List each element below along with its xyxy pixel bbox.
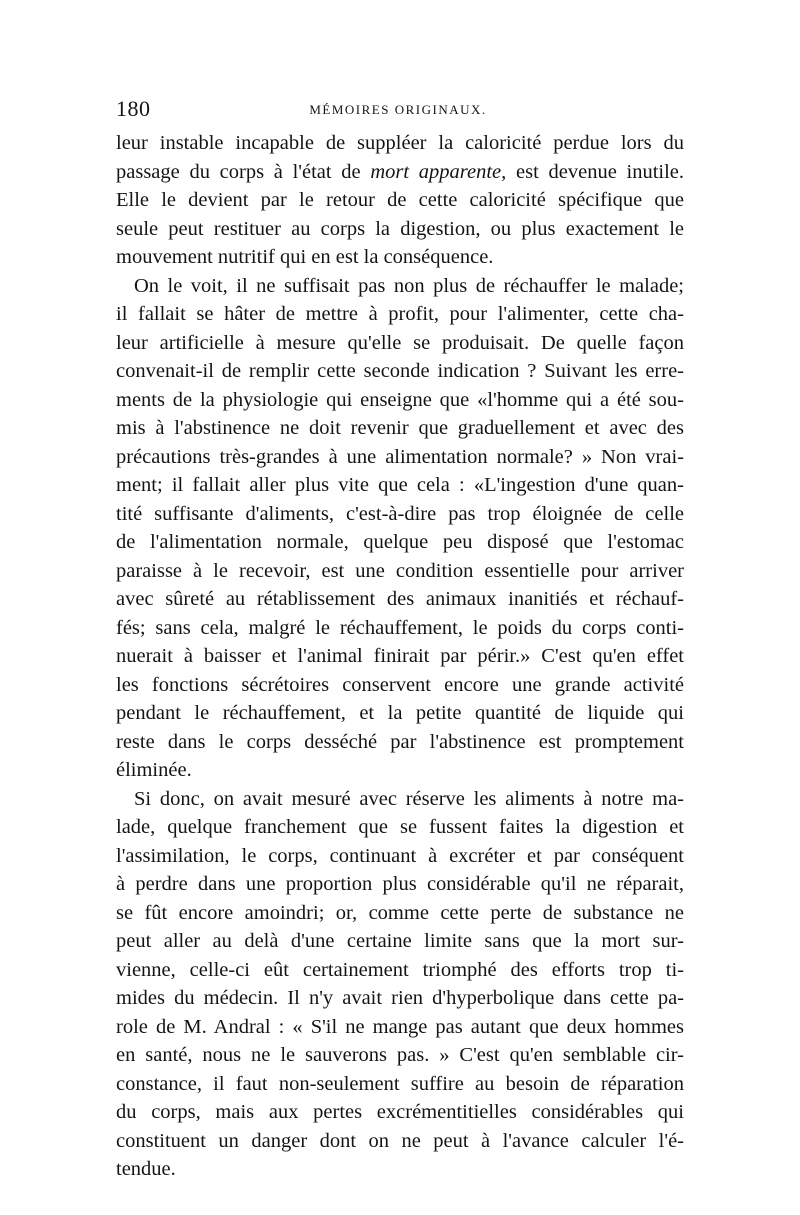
text-line <box>116 158 684 187</box>
text-line: Elle le devient par le retour de cette caloricité spécifique que <box>116 189 684 211</box>
running-title: MÉMOIRES ORIGINAUX. <box>309 102 487 117</box>
text-line: ments de la physiologie qui enseigne que «l'homme qui a été sou- <box>116 388 684 411</box>
text-line: leur instable incapable de suppléer la caloricité perdue lors du <box>116 132 684 154</box>
text-line: lade, quelque franchement que se fussent faites la digestion et <box>116 816 684 838</box>
text-line: constituent un danger dont on ne peut à l'avance calculer l'é- <box>116 1129 684 1152</box>
text-line: éliminée. <box>116 759 192 781</box>
text-line: mis à l'abstinence ne doit revenir que graduellement et avec des <box>116 417 684 439</box>
text-line: tendue. <box>116 1158 176 1180</box>
text-line: role de M. Andral : « S'il ne mange pas autant que deux hommes <box>116 1015 684 1038</box>
body-text <box>116 129 684 1184</box>
text-line: à perdre dans une proportion plus considérable qu'il ne réparait, <box>116 873 684 895</box>
italic-phrase: mort apparente, <box>370 160 507 183</box>
page-header <box>116 96 680 126</box>
page-number: 180 <box>116 96 151 121</box>
text-line: les fonctions sécrétoires conservent encore une grande activité <box>116 673 684 696</box>
text-line: du corps, mais aux pertes excrémentitielles considérables qui <box>116 1101 684 1123</box>
text-line: constance, il faut non-seulement suffire au besoin de réparation <box>116 1072 684 1095</box>
text-segment: est devenue inutile. <box>516 160 685 183</box>
text-line: il fallait se hâter de mettre à profit, pour l'alimenter, cette cha- <box>116 303 684 325</box>
text-line: convenait-il de remplir cette seconde indication ? Suivant les erre- <box>116 360 684 382</box>
text-line: en santé, nous ne le sauverons pas. » C'est qu'en semblable cir- <box>116 1044 684 1066</box>
text-line: peut aller au delà d'une certaine limite sans que la mort sur- <box>116 930 684 952</box>
text-line: Si donc, on avait mesuré avec réserve les aliments à notre ma- <box>134 787 684 810</box>
text-line: paraisse à le recevoir, est une condition essentielle pour arriver <box>116 559 684 582</box>
text-line: tité suffisante d'aliments, c'est-à-dire pas trop éloignée de celle <box>116 502 684 525</box>
text-line: mouvement nutritif qui en est la conséquence. <box>116 246 494 268</box>
text-line: précautions très-grandes à une alimentation normale? » Non vrai- <box>116 445 684 468</box>
text-line: avec sûreté au rétablissement des animaux inanitiés et réchauf- <box>116 588 684 610</box>
text-line: fés; sans cela, malgré le réchauffement, le poids du corps conti- <box>116 616 684 639</box>
text-line: reste dans le corps desséché par l'abstinence est promptement <box>116 730 684 753</box>
text-line: mides du médecin. Il n'y avait rien d'hyperbolique dans cette pa- <box>116 987 684 1009</box>
text-line: l'assimilation, le corps, continuant à excréter et par conséquent <box>116 844 684 867</box>
text-line: pendant le réchauffement, et la petite quantité de liquide qui <box>116 702 684 724</box>
text-line: vienne, celle-ci eût certainement triomphé des efforts trop ti- <box>116 958 684 981</box>
text-line: nuerait à baisser et l'animal finirait par périr.» C'est qu'en effet <box>116 645 684 667</box>
text-line: leur artificielle à mesure qu'elle se produisait. De quelle façon <box>116 331 684 354</box>
text-segment: passage du corps à l'état de <box>116 160 361 183</box>
text-line: ment; il fallait aller plus vite que cela : «L'ingestion d'une quan- <box>116 474 684 496</box>
text-line: se fût encore amoindri; or, comme cette perte de substance ne <box>116 901 684 924</box>
text-line: On le voit, il ne suffisait pas non plus de réchauffer le malade; <box>134 274 684 297</box>
text-line: de l'alimentation normale, quelque peu disposé que l'estomac <box>116 531 684 553</box>
text-line: seule peut restituer au corps la digestion, ou plus exactement le <box>116 217 684 240</box>
